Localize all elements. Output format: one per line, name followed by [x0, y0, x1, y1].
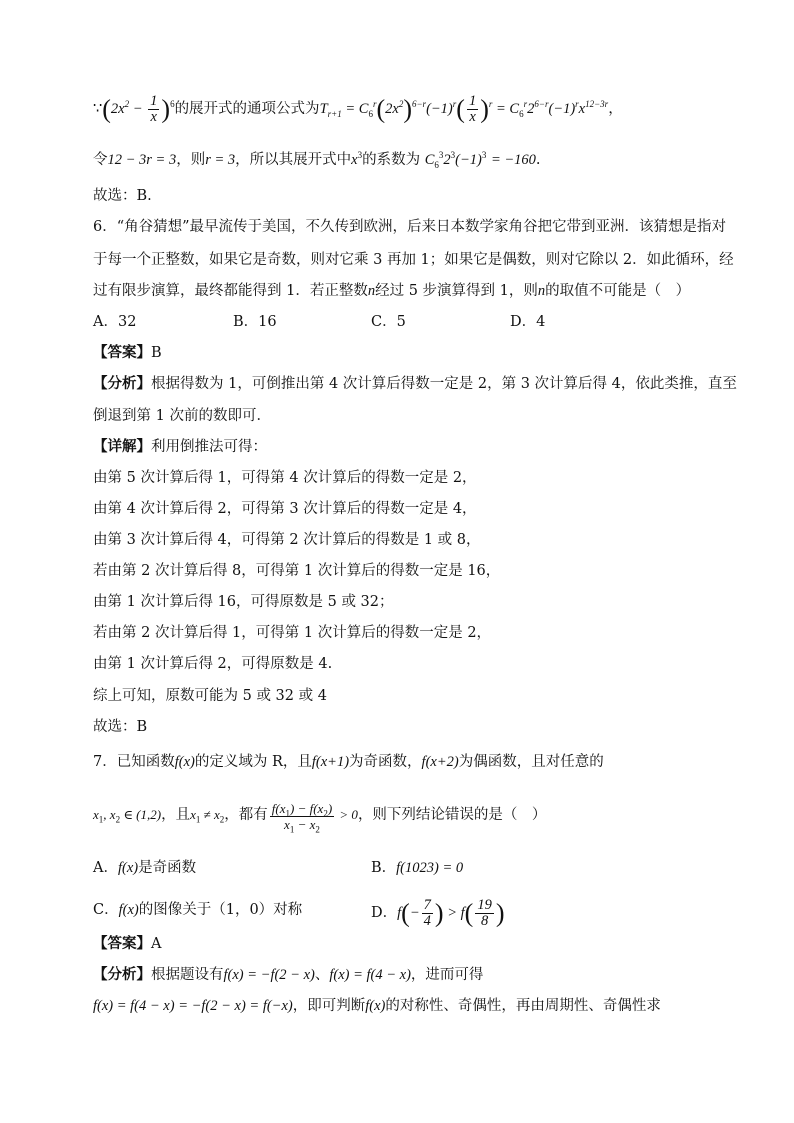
q7-answer: 【答案】A [93, 935, 162, 952]
q6-step-2: 由第 4 次计算后得 2，可得第 3 次计算后的得数一定是 4， [93, 501, 477, 517]
q7-stem-2: $x_1$, $x_2$ ∈ (1,2)，且$x_1 \ne x_2$，都有 $\frac{f(x_1) - f(x_2)}{x_1 - x_2}$ > 0，则下列结论错误的是（ ） [93, 800, 547, 835]
q7-option-c[interactable]: C．f(x)的图像关于（1，0）对称 [93, 902, 303, 918]
q7-option-d[interactable]: D．f(− $\frac{7}{4}$ ) > f( $\frac{19}{8}$ ) [371, 897, 505, 929]
q7-option-b[interactable]: B．f(1023) = 0 [371, 860, 464, 876]
q6-option-b[interactable]: B．16 [233, 314, 277, 330]
choice-line: 故选：B. [93, 188, 152, 204]
q6-option-c[interactable]: C．5 [371, 314, 406, 330]
q6-step-9: 故选：B [93, 719, 148, 735]
q6-answer: 【答案】B [93, 344, 162, 361]
q7-option-a[interactable]: A．f(x)是奇函数 [93, 860, 197, 876]
q6-stem-2: 于每一个正整数，如果它是奇数，则对它乘 3 再加 1；如果它是偶数，则对它除以 2．如此循环，经 [93, 252, 734, 268]
coefficient-line: 令12 − 3r = 3，则r = 3，所以其展开式中$x^3$的系数为 $C_6^32^3(-1)^3 = -160$. [93, 150, 541, 170]
q6-stem-1: 6．“角谷猜想”最早流传于美国，不久传到欧洲，后来日本数学家角谷把它带到亚洲．该猜想是指对 [93, 219, 727, 235]
q6-detail: 【详解】利用倒推法可得： [93, 438, 267, 455]
q6-analysis-1: 【分析】根据得数为 1，可倒推出第 4 次计算后得数一定是 2，第 3 次计算后得 4，依此类推，直至 [93, 375, 737, 392]
formula-general-term: $\because(2x^2$ − $\frac{1}{x}$ )$^6$的展开式的通项公式为$T_{r+1} = C_6^r(2x^2)^{6-r}(-1)^r$( $\frac{1}{x}$ )$^r = C_6^r2^{6-r}(-1)^rx^{12-3r}$， [93, 93, 623, 126]
q6-option-d[interactable]: D．4 [510, 314, 546, 330]
q6-stem-3: 过有限步演算，最终都能得到 1．若正整数n经过 5 步演算得到 1，则n的取值不可能是（ ） [93, 283, 691, 299]
q6-option-a[interactable]: A．32 [93, 314, 137, 330]
q6-analysis-2: 倒退到第 1 次前的数即可． [93, 408, 271, 424]
q6-step-3: 由第 3 次计算后得 4，可得第 2 次计算后的得数是 1 或 8， [93, 532, 481, 548]
q7-analysis-1: 【分析】根据题设有f(x) = −f(2 − x)、f(x) = f(4 − x)，进而可得 [93, 966, 484, 983]
q6-step-7: 由第 1 次计算后得 2，可得原数是 4. [93, 656, 333, 672]
q6-step-8: 综上可知，原数可能为 5 或 32 或 4 [93, 688, 327, 704]
q7-analysis-2: f(x) = f(4 − x) = −f(2 − x) = f(−x)，即可判断f(x)的对称性、奇偶性，再由周期性、奇偶性求 [93, 998, 661, 1014]
q6-step-4: 若由第 2 次计算后得 8，可得第 1 次计算后的得数一定是 16， [93, 563, 501, 579]
q7-stem-1: 7．已知函数f(x)的定义域为 R，且f(x+1)为奇函数，f(x+2)为偶函数，且对任意的 [93, 754, 604, 770]
q6-step-5: 由第 1 次计算后得 16，可得原数是 5 或 32； [93, 594, 394, 610]
q6-step-1: 由第 5 次计算后得 1，可得第 4 次计算后的得数一定是 2， [93, 470, 477, 486]
q6-step-6: 若由第 2 次计算后得 1，可得第 1 次计算后的得数一定是 2， [93, 625, 492, 641]
